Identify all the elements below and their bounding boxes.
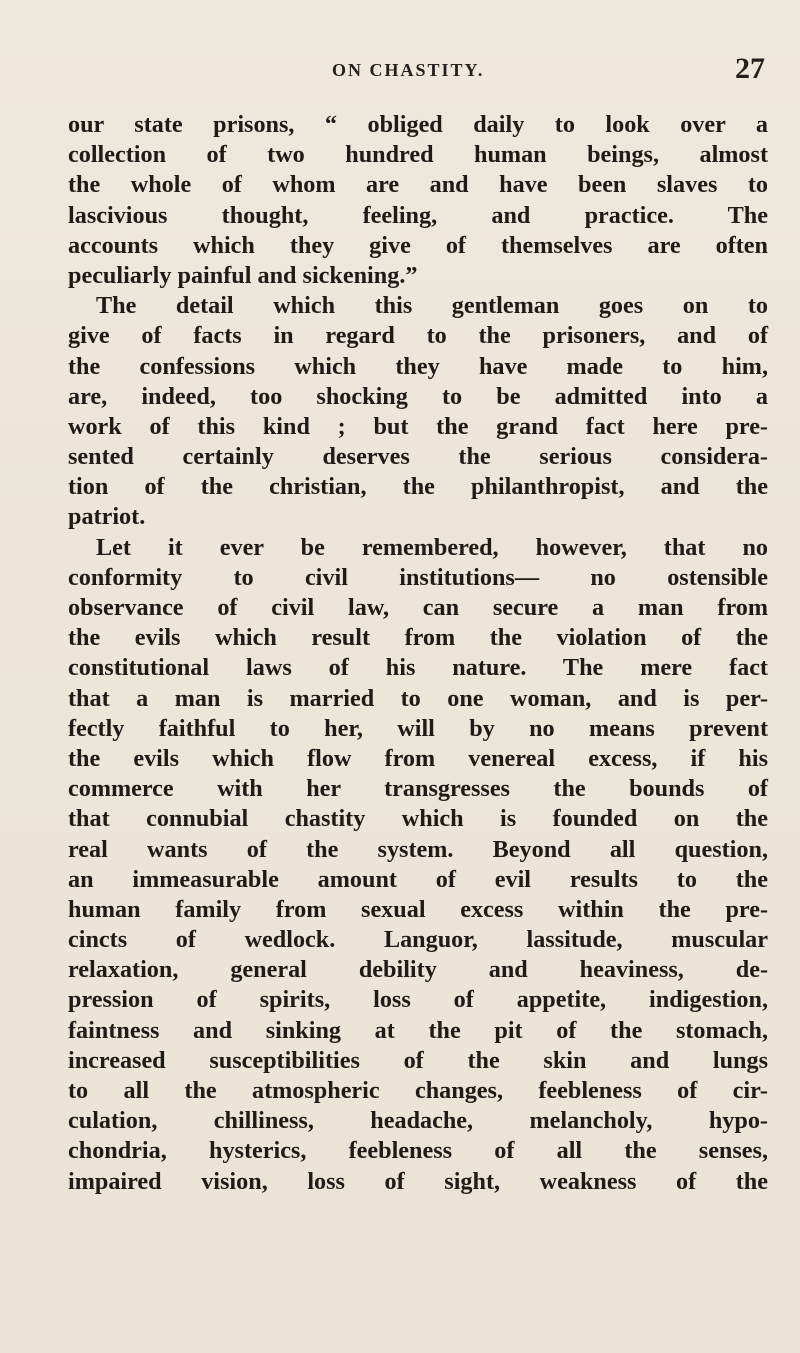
text-line: sented certainly deserves the serious considera- bbox=[68, 443, 768, 471]
text-line: real wants of the system. Beyond all question, bbox=[68, 835, 768, 863]
text-line: culation, chilliness, headache, melancholy, hypo- bbox=[68, 1107, 768, 1135]
text-line: our state prisons, “ obliged daily to look over a bbox=[68, 111, 768, 138]
text-line: patriot. bbox=[68, 503, 146, 531]
text-line: are, indeed, too shocking to be admitted into a bbox=[68, 382, 768, 410]
paragraph-start-line: The detail which this gentleman goes on to bbox=[96, 292, 768, 320]
text-line: an immeasurable amount of evil results to the bbox=[68, 865, 768, 893]
text-line: lascivious thought, feeling, and practice. The bbox=[68, 201, 768, 229]
paragraph-start-line: Let it ever be remembered, however, that no bbox=[96, 533, 768, 561]
text-line: relaxation, general debility and heaviness, de- bbox=[68, 956, 768, 984]
text-line: that a man is married to one woman, and is per- bbox=[68, 684, 768, 712]
text-line: cincts of wedlock. Languor, lassitude, muscular bbox=[68, 926, 768, 954]
text-line: the evils which result from the violation of the bbox=[68, 624, 768, 652]
page-number: 27 bbox=[735, 52, 765, 85]
body-text bbox=[68, 110, 768, 1197]
text-line: commerce with her transgresses the bounds of bbox=[68, 775, 768, 803]
running-head bbox=[0, 50, 800, 90]
text-line: observance of civil law, can secure a man from bbox=[68, 594, 768, 621]
text-line: accounts which they give of themselves are often bbox=[68, 231, 768, 259]
text-line: the evils which flow from venereal excess, if his bbox=[68, 744, 768, 772]
text-line: conformity to civil institutions— no ostensible bbox=[68, 563, 768, 591]
running-title: ON CHASTITY. bbox=[332, 60, 485, 80]
text-line: work of this kind ; but the grand fact here pre- bbox=[68, 412, 768, 440]
text-line: tion of the christian, the philanthropist, and the bbox=[68, 473, 768, 501]
text-line: chondria, hysterics, feebleness of all the senses, bbox=[68, 1137, 768, 1165]
text-line: that connubial chastity which is founded on the bbox=[68, 805, 768, 833]
text-line: the confessions which they have made to him, bbox=[68, 352, 768, 380]
text-line: the whole of whom are and have been slaves to bbox=[68, 171, 768, 199]
text-line: to all the atmospheric changes, feebleness of cir- bbox=[68, 1077, 768, 1104]
text-line: fectly faithful to her, will by no means prevent bbox=[68, 714, 768, 742]
text-line: faintness and sinking at the pit of the stomach, bbox=[68, 1016, 768, 1044]
text-line: collection of two hundred human beings, almost bbox=[68, 141, 768, 169]
text-line: pression of spirits, loss of appetite, indigestion, bbox=[68, 986, 768, 1014]
text-line: constitutional laws of his nature. The mere fact bbox=[68, 654, 768, 682]
text-line: increased susceptibilities of the skin and lungs bbox=[68, 1046, 768, 1074]
text-line: give of facts in regard to the prisoners, and of bbox=[68, 322, 768, 350]
text-line: impaired vision, loss of sight, weakness of the bbox=[68, 1167, 768, 1195]
text-line: peculiarly painful and sickening.” bbox=[68, 261, 418, 289]
text-line: human family from sexual excess within the pre- bbox=[68, 895, 768, 923]
